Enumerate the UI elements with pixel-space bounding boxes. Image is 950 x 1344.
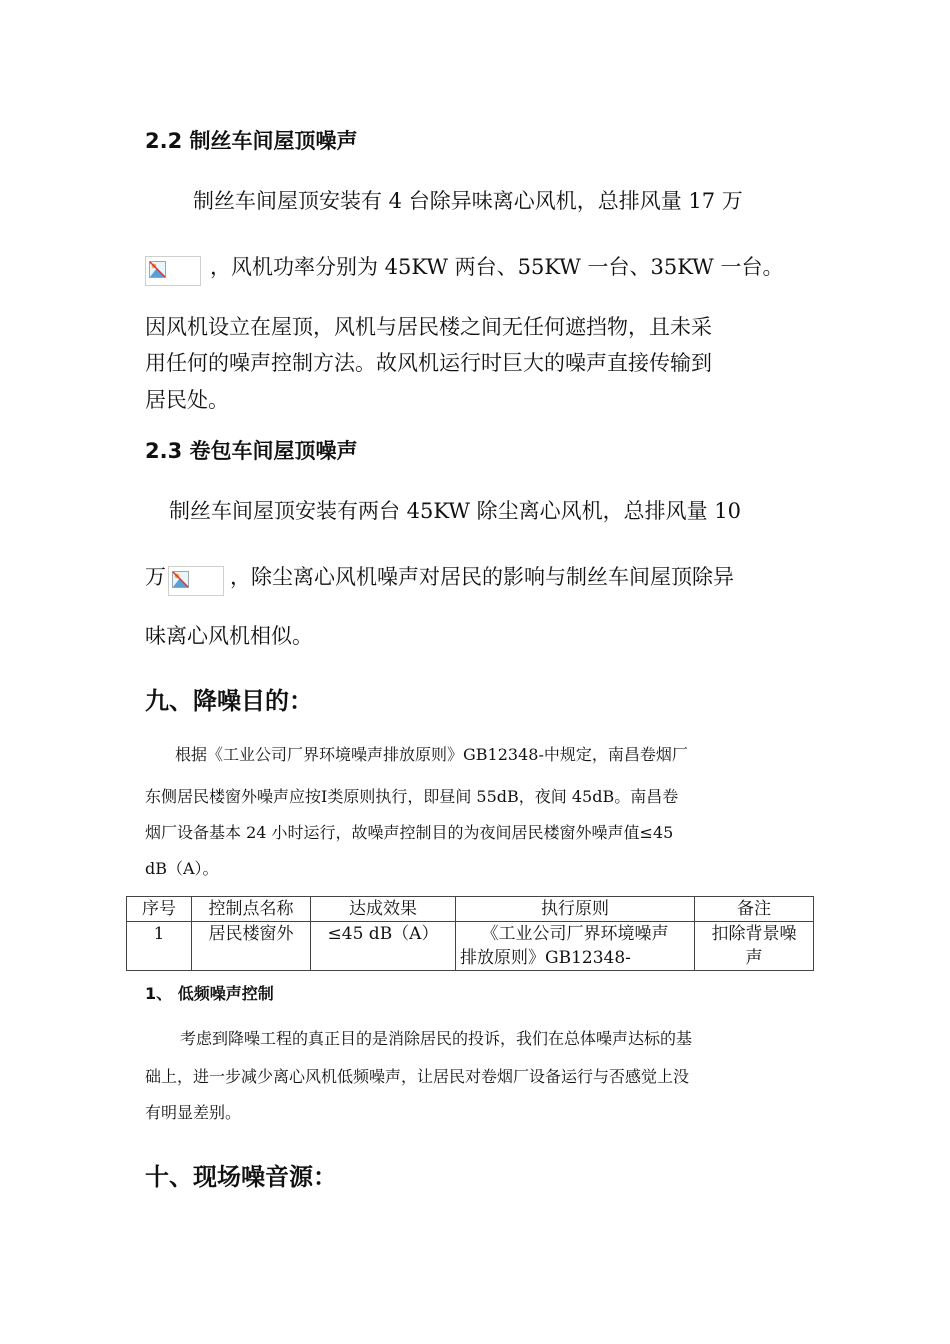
section-2-2-line-5: 居民处。 [145, 388, 229, 412]
table-cell-standard [456, 922, 695, 971]
section-2-2-line-3: 因风机设立在屋顶，风机与居民楼之间无任何遮挡物，且未采 [145, 315, 712, 339]
broken-image-icon [172, 571, 189, 588]
section-2-3-line-3: 味离心风机相似。 [145, 624, 313, 648]
broken-image-placeholder-2 [168, 566, 224, 596]
table-header-cell: 执行原则 [456, 897, 695, 922]
section-2-2-line-2: ，风机功率分别为 45KW 两台、55KW 一台、35KW 一台。 [210, 255, 784, 279]
section-10-heading: 十、现场噪音源： [145, 1163, 337, 1191]
table-header-cell: 控制点名称 [192, 897, 311, 922]
table-header-cell: 备注 [695, 897, 814, 922]
table-cell-note-line-2: 声 [745, 948, 763, 968]
table-cell-standard-line-1: 《工业公司厂界环境噪声 [481, 924, 669, 944]
subsection-1-heading: 1、 低频噪声控制 [145, 984, 274, 1003]
table-cell-note-line-1: 扣除背景噪 [711, 924, 797, 944]
table-cell-note [695, 922, 814, 971]
broken-image-placeholder-1 [145, 256, 201, 286]
section-2-2-line-1: 制丝车间屋顶安装有 4 台除异味离心风机，总排风量 17 万 [193, 189, 743, 213]
subsection-1-line-3: 有明显差别。 [145, 1103, 242, 1122]
section-2-3-line-2: ，除尘离心风机噪声对居民的影响与制丝车间屋顶除异 [230, 565, 734, 589]
section-9-line-4: dB（A）。 [145, 859, 219, 878]
subsection-1-line-1: 考虑到降噪工程的真正目的是消除居民的投诉，我们在总体噪声达标的基 [180, 1029, 693, 1048]
table-cell-no: 1 [127, 922, 192, 971]
section-2-3-heading: 2.3 卷包车间屋顶噪声 [145, 439, 358, 463]
table-row [127, 922, 814, 971]
table-cell-effect: ≤45 dB（A） [311, 922, 456, 971]
section-9-heading: 九、降噪目的： [145, 687, 313, 715]
section-9-line-3: 烟厂设备基本 24 小时运行，故噪声控制目的为夜间居民楼窗外噪声值≤45 [145, 823, 674, 842]
section-2-2-heading: 2.2 制丝车间屋顶噪声 [145, 129, 358, 153]
section-9-line-1: 根据《工业公司厂界环境噪声排放原则》GB12348-中规定，南昌卷烟厂 [175, 745, 688, 764]
section-2-3-line-1: 制丝车间屋顶安装有两台 45KW 除尘离心风机，总排风量 10 [169, 499, 741, 523]
section-9-line-2: 东侧居民楼窗外噪声应按Ⅰ类原则执行，即昼间 55dB，夜间 45dB。南昌卷 [145, 787, 679, 806]
table-cell-standard-line-2: 排放原则》GB12348- [460, 948, 631, 968]
section-2-3-line-2-start: 万 [145, 565, 166, 589]
table-header-cell: 序号 [127, 897, 192, 922]
subsection-1-line-2: 础上，进一步减少离心风机低频噪声，让居民对卷烟厂设备运行与否感觉上没 [145, 1067, 690, 1086]
control-target-table [126, 896, 814, 971]
table-header-cell: 达成效果 [311, 897, 456, 922]
table-header-row [127, 897, 814, 922]
table-cell-point: 居民楼窗外 [192, 922, 311, 971]
section-2-2-line-4: 用任何的噪声控制方法。故风机运行时巨大的噪声直接传输到 [145, 351, 712, 375]
broken-image-icon [149, 261, 166, 278]
